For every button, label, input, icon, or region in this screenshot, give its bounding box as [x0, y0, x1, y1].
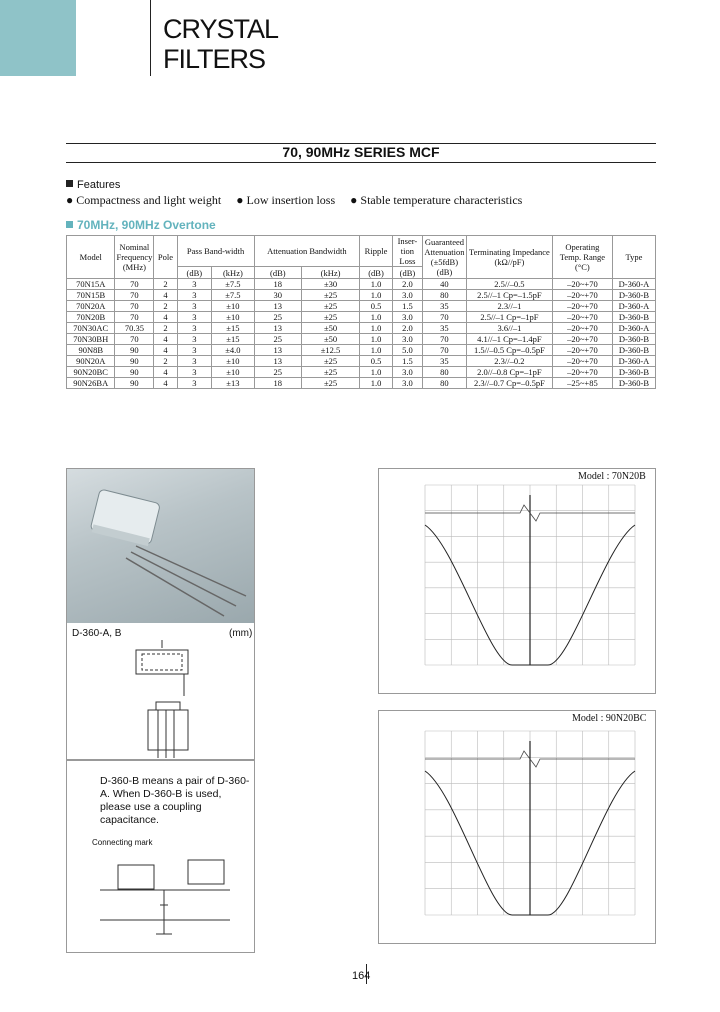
- dimension-unit: (mm): [229, 628, 253, 639]
- square-bullet-icon: [66, 221, 73, 228]
- response-curve-chart: [379, 469, 657, 695]
- table-cell: 1.0: [360, 334, 393, 345]
- table-cell: 90N20A: [67, 356, 115, 367]
- table-cell: 70: [115, 279, 154, 290]
- table-cell: D-360-B: [612, 378, 655, 389]
- table-row: [67, 334, 656, 345]
- feature-item: ● Low insertion loss: [236, 193, 336, 207]
- subheader-atten-db: (dB): [254, 267, 301, 279]
- table-cell: 18: [254, 279, 301, 290]
- table-cell: 4: [154, 290, 177, 301]
- table-cell: 2.3//–0.7 Cp=–0.5pF: [466, 378, 552, 389]
- table-cell: 1.0: [360, 323, 393, 334]
- table-cell: ±15: [212, 323, 255, 334]
- table-cell: 90N20BC: [67, 367, 115, 378]
- table-row: [67, 356, 656, 367]
- table-cell: 2.5//–1 Cp=–1pF: [466, 312, 552, 323]
- table-cell: 13: [254, 345, 301, 356]
- spec-table: [66, 235, 656, 389]
- col-header-pass-bw: Pass Band-width: [177, 236, 254, 267]
- table-cell: 2.5//–1 Cp=–1.5pF: [466, 290, 552, 301]
- table-cell: 4: [154, 345, 177, 356]
- table-cell: 2.0: [392, 323, 422, 334]
- col-header-ripple: Ripple: [360, 236, 393, 267]
- response-graph-70n20b: [378, 468, 656, 694]
- table-cell: ±10: [212, 356, 255, 367]
- table-cell: 90: [115, 345, 154, 356]
- table-cell: 70: [422, 312, 466, 323]
- subheader-atten-khz: (kHz): [301, 267, 359, 279]
- table-row: [67, 323, 656, 334]
- table-cell: 70N20B: [67, 312, 115, 323]
- table-cell: ±25: [301, 290, 359, 301]
- table-cell: 3.0: [392, 312, 422, 323]
- feature-item: ● Compactness and light weight: [66, 193, 222, 207]
- table-row: [67, 367, 656, 378]
- graph2-model-label: Model : 90N20BC: [572, 713, 647, 724]
- page-title: [163, 14, 278, 74]
- table-cell: 70N30AC: [67, 323, 115, 334]
- table-row: [67, 312, 656, 323]
- table-cell: 2.5//–0.5: [466, 279, 552, 290]
- circuit-diagram: [90, 850, 240, 940]
- table-cell: 3: [177, 312, 212, 323]
- table-cell: 0.5: [360, 301, 393, 312]
- table-cell: D-360-B: [612, 312, 655, 323]
- section-heading-text: 70MHz, 90MHz Overtone: [77, 218, 216, 232]
- table-row: [67, 301, 656, 312]
- table-cell: ±15: [212, 334, 255, 345]
- table-cell: 3: [177, 334, 212, 345]
- table-cell: 70: [115, 312, 154, 323]
- table-cell: 70: [422, 334, 466, 345]
- table-cell: 1.5//–0.5 Cp=–0.5pF: [466, 345, 552, 356]
- table-cell: ±30: [301, 279, 359, 290]
- table-cell: 70: [115, 334, 154, 345]
- table-cell: ±10: [212, 367, 255, 378]
- table-cell: ±7.5: [212, 279, 255, 290]
- table-cell: 2.3//–1: [466, 301, 552, 312]
- table-cell: 3: [177, 345, 212, 356]
- table-cell: D-360-A: [612, 356, 655, 367]
- table-cell: ±50: [301, 334, 359, 345]
- table-cell: 80: [422, 290, 466, 301]
- table-cell: ±13: [212, 378, 255, 389]
- table-cell: 1.0: [360, 367, 393, 378]
- table-cell: 1.5: [392, 356, 422, 367]
- table-cell: 13: [254, 301, 301, 312]
- subheader-ins-db: (dB): [392, 267, 422, 279]
- col-header-op-temp: Operating Temp. Range (°C): [552, 236, 612, 279]
- table-cell: D-360-A: [612, 323, 655, 334]
- table-cell: D-360-B: [612, 345, 655, 356]
- table-cell: 35: [422, 323, 466, 334]
- table-cell: 2: [154, 356, 177, 367]
- table-cell: –20~+70: [552, 356, 612, 367]
- table-cell: –20~+70: [552, 345, 612, 356]
- table-row: [67, 378, 656, 389]
- col-header-guar-atten: Guaranteed Attenuation (±5fdB) (dB): [424, 237, 465, 277]
- coupling-note: D-360-B means a pair of D-360-A. When D-360-B is used, please use a coupling capacitance.: [100, 775, 250, 826]
- table-cell: D-360-B: [612, 367, 655, 378]
- page-number: 164: [352, 970, 371, 982]
- table-cell: 18: [254, 378, 301, 389]
- graph1-model-label: Model : 70N20B: [578, 471, 646, 482]
- table-cell: 3.0: [392, 367, 422, 378]
- table-cell: 1.0: [360, 345, 393, 356]
- table-cell: –20~+70: [552, 279, 612, 290]
- table-cell: –20~+70: [552, 312, 612, 323]
- table-cell: 4: [154, 367, 177, 378]
- table-cell: 0.5: [360, 356, 393, 367]
- table-cell: ±50: [301, 323, 359, 334]
- table-cell: D-360-A: [612, 301, 655, 312]
- table-cell: 70: [115, 301, 154, 312]
- col-header-term-imp: Terminating Impedance (kΩ//pF): [466, 236, 552, 279]
- features-heading: [66, 179, 120, 191]
- table-cell: 35: [422, 301, 466, 312]
- table-cell: 3: [177, 367, 212, 378]
- table-cell: 4.1//–1 Cp=–1.4pF: [466, 334, 552, 345]
- table-cell: 4: [154, 312, 177, 323]
- features-heading-text: Features: [77, 179, 121, 191]
- table-cell: 4: [154, 378, 177, 389]
- package-label: D-360-A, B: [72, 628, 122, 639]
- spec-table-body: [67, 279, 656, 389]
- table-cell: 3: [177, 290, 212, 301]
- table-cell: 3.6//–1: [466, 323, 552, 334]
- table-cell: 90: [115, 378, 154, 389]
- table-cell: 3: [177, 323, 212, 334]
- table-cell: ±7.5: [212, 290, 255, 301]
- features-list: [66, 193, 534, 208]
- table-cell: ±10: [212, 301, 255, 312]
- table-cell: 3: [177, 356, 212, 367]
- table-cell: 90: [115, 356, 154, 367]
- table-row: [67, 279, 656, 290]
- col-header-ins-loss: Inser-tion Loss: [392, 236, 422, 267]
- connecting-mark-label: Connecting mark: [92, 838, 153, 847]
- table-cell: 70N30BH: [67, 334, 115, 345]
- table-cell: 70N15B: [67, 290, 115, 301]
- table-row: [67, 345, 656, 356]
- table-cell: 70N15A: [67, 279, 115, 290]
- table-cell: 2.3//–0.2: [466, 356, 552, 367]
- table-cell: 35: [422, 356, 466, 367]
- subheader-pass-khz: (kHz): [212, 267, 255, 279]
- table-cell: 13: [254, 356, 301, 367]
- table-cell: ±10: [212, 312, 255, 323]
- table-cell: –25~+85: [552, 378, 612, 389]
- subheader-pass-db: (dB): [177, 267, 212, 279]
- table-cell: 1.5: [392, 301, 422, 312]
- table-cell: 25: [254, 334, 301, 345]
- table-cell: 3: [177, 279, 212, 290]
- table-cell: D-360-B: [612, 290, 655, 301]
- table-cell: D-360-A: [612, 279, 655, 290]
- col-header-pole: Pole: [154, 236, 177, 279]
- table-cell: ±25: [301, 312, 359, 323]
- table-cell: ±25: [301, 356, 359, 367]
- table-cell: ±12.5: [301, 345, 359, 356]
- series-title: 70, 90MHz SERIES MCF: [282, 144, 440, 160]
- table-cell: 2: [154, 323, 177, 334]
- table-cell: 70: [422, 345, 466, 356]
- table-cell: 3: [177, 378, 212, 389]
- table-cell: 3: [177, 301, 212, 312]
- col-header-atten-bw: Attenuation Bandwidth: [254, 236, 359, 267]
- feature-item: ● Stable temperature characteristics: [350, 193, 523, 207]
- table-cell: 70: [115, 290, 154, 301]
- square-bullet-icon: [66, 180, 73, 187]
- col-header-model: Model: [67, 236, 115, 279]
- table-cell: ±25: [301, 378, 359, 389]
- table-cell: 13: [254, 323, 301, 334]
- table-cell: 90N8B: [67, 345, 115, 356]
- table-cell: 3.0: [392, 290, 422, 301]
- table-cell: 30: [254, 290, 301, 301]
- subheader-ripple-db: (dB): [360, 267, 393, 279]
- table-cell: –20~+70: [552, 323, 612, 334]
- dimension-drawing: [66, 640, 255, 758]
- table-cell: 70.35: [115, 323, 154, 334]
- response-curve-chart: [379, 711, 657, 945]
- col-header-type: Type: [612, 236, 655, 279]
- table-cell: 1.0: [360, 290, 393, 301]
- table-cell: 4: [154, 334, 177, 345]
- table-cell: 1.0: [360, 279, 393, 290]
- table-cell: 2.0: [392, 279, 422, 290]
- table-cell: 90: [115, 367, 154, 378]
- table-cell: ±4.0: [212, 345, 255, 356]
- title-line-2: FILTERS: [163, 44, 266, 74]
- table-cell: 1.0: [360, 378, 393, 389]
- response-graph-90n20bc: [378, 710, 656, 944]
- table-cell: 90N26BA: [67, 378, 115, 389]
- table-cell: 80: [422, 367, 466, 378]
- table-cell: 3.0: [392, 378, 422, 389]
- title-line-1: CRYSTAL: [163, 14, 279, 44]
- table-cell: 25: [254, 312, 301, 323]
- table-cell: 1.0: [360, 312, 393, 323]
- table-row: [67, 290, 656, 301]
- table-cell: 5.0: [392, 345, 422, 356]
- corner-accent-block: [0, 0, 76, 76]
- table-cell: –20~+70: [552, 334, 612, 345]
- table-cell: D-360-B: [612, 334, 655, 345]
- title-divider: [150, 0, 151, 76]
- table-cell: 2: [154, 301, 177, 312]
- table-cell: –20~+70: [552, 290, 612, 301]
- col-header-freq: Nominal Frequency (MHz): [115, 236, 154, 279]
- table-cell: 3.0: [392, 334, 422, 345]
- table-cell: 2: [154, 279, 177, 290]
- table-cell: ±25: [301, 301, 359, 312]
- table-cell: –20~+70: [552, 367, 612, 378]
- table-cell: 2.0//–0.8 Cp=–1pF: [466, 367, 552, 378]
- table-cell: 25: [254, 367, 301, 378]
- table-cell: 80: [422, 378, 466, 389]
- table-cell: ±25: [301, 367, 359, 378]
- section-heading: [66, 218, 216, 232]
- table-cell: 40: [422, 279, 466, 290]
- table-cell: –20~+70: [552, 301, 612, 312]
- table-cell: 70N20A: [67, 301, 115, 312]
